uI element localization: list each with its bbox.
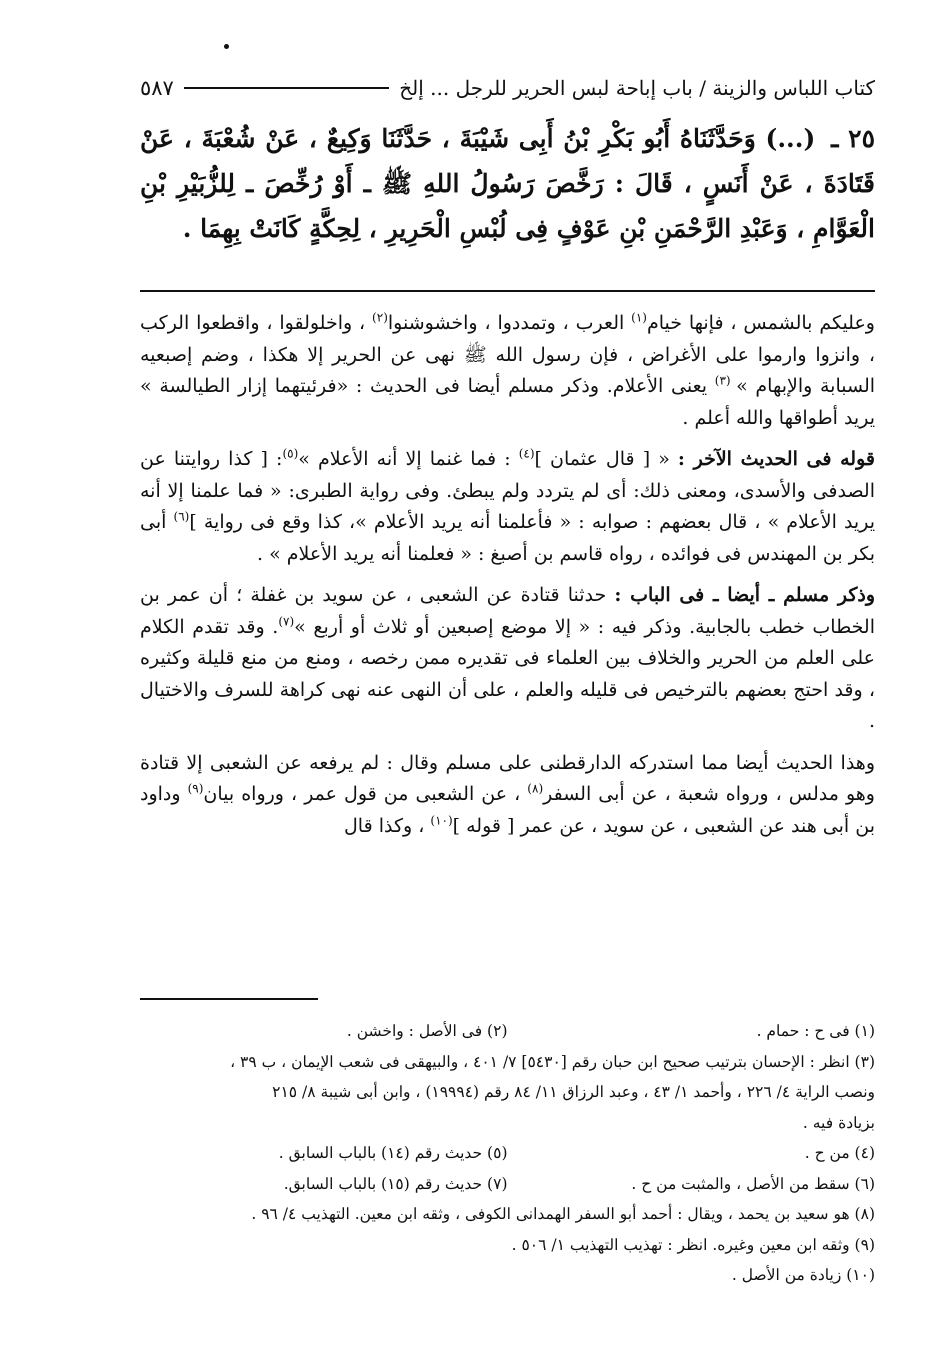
footnote-ref: (٤) <box>518 446 535 461</box>
commentary-text: : [ كذا روايتنا عن الصدفى والأسدى، ومعنى ذلك: أى لم يتردد ولم يبطئ. وفى رواية الطبرى: « فما علمنا إلا أنه يريد الأعلام » ، قال بعضهم : صوابه : « فأعلمنا أنه يريد الأعلام »، كذا وقع فى رواية ] <box>140 448 875 533</box>
commentary-text: يعنى الأعلام. وذكر مسلم أيضا فى الحديث : «فرئيتهما إزار الطيالسة » يريد أطواقها والله أعلم . <box>140 375 875 429</box>
commentary-text: أبى بكر بن المهندس فى فوائده ، رواه قاسم بن أصبغ : « فعلمنا أنه يريد الأعلام » . <box>140 511 875 565</box>
footnote-ref: (٧) <box>278 614 295 629</box>
footnote-ref: (٨) <box>527 781 544 796</box>
hadith-number: ٢٥ ـ <box>831 124 875 153</box>
footnote-ref: (١٠) <box>430 813 453 828</box>
footnote-9: (٩) وثقه ابن معين وغيره. انظر : تهذيب التهذيب ١/ ٥٠٦ . <box>511 1235 875 1254</box>
commentary-text: وهذا الحديث أيضا مما استدركه الدارقطنى على مسلم وقال : لم يرفعه عن الشعبى إلا قتادة وهو مدلس ، ورواه شعبة ، عن أبى السفر <box>140 751 875 805</box>
commentary-paragraph-2 <box>140 444 875 570</box>
section-divider <box>140 290 875 292</box>
commentary-paragraph-1 <box>140 308 875 434</box>
footnote-4: (٤) من ح . <box>804 1144 875 1162</box>
header-rule <box>184 87 389 89</box>
footnote-ref: (١) <box>631 310 647 325</box>
commentary-paragraph-4 <box>140 748 875 843</box>
footnote-ref: (٣) <box>714 373 737 388</box>
hadith-text: (...) وَحَدَّثَنَاهُ أَبُو بَكْرِ بْنُ أَبِى شَيْبَةَ ، حَدَّثَنَا وَكِيعٌ ، عَنْ شُعْبَةَ ، عَنْ قَتَادَةَ ، عَنْ أَنَسٍ ، قَالَ : رَخَّصَ رَسُولُ اللهِ ﷺ ـ أَوْ رُخِّصَ ـ لِلزُّبَيْرِ بْنِ الْعَوَّامِ ، وَعَبْدِ الرَّحْمَنِ بْنِ عَوْفٍ فِى لُبْسِ الْحَرِيرِ ، لِحِكَّةٍ كَانَتْ بِهِمَا . <box>140 124 875 243</box>
footnote-ref: (٩) <box>187 781 204 796</box>
footnote-3: (٣) انظر : الإحسان بترتيب صحيح ابن حبان رقم [٥٤٣٠] ٧/ ٤٠١ ، والبيهقى فى شعب الإيمان ، ب ٣٩ ، <box>230 1052 875 1071</box>
header-title: كتاب اللباس والزينة / باب إباحة لبس الحرير للرجل ... إلخ <box>399 76 875 100</box>
footnote-5: (٥) حديث رقم (١٤) بالباب السابق . <box>278 1144 508 1162</box>
footnote-ref: (٦) <box>173 509 190 524</box>
commentary-paragraph-3 <box>140 580 875 738</box>
commentary <box>140 308 875 852</box>
footnote-8: (٨) هو سعيد بن يحمد ، ويقال : أحمد أبو السفر الهمدانى الكوفى ، وثقه ابن معين. التهذيب ٤/ ٩٦ . <box>251 1205 875 1223</box>
page-number: ٥٨٧ <box>140 76 174 100</box>
footnote-3-cont: ونصب الراية ٤/ ٢٢٦ ، وأحمد ١/ ٤٣ ، وعبد الرزاق ١١/ ٨٤ رقم (١٩٩٩٤) ، وابن أبى شيبة ٨/ ٢١٥ <box>272 1083 875 1101</box>
commentary-text: وعليكم بالشمس ، فإنها خيام <box>646 312 875 334</box>
footnote-1: (١) فى ح : حمام . <box>756 1022 875 1040</box>
commentary-lead: وذكر مسلم ـ أيضا ـ فى الباب : <box>614 584 876 606</box>
footnote-row <box>140 1169 875 1200</box>
footnote-ref: (٥) <box>282 446 299 461</box>
commentary-text: . وقد تقدم الكلام على العلم من الحرير والخلاف بين العلماء فى تقديره ممن رخصه ، ومنع من منع قليلة وكثيره ، وقد احتج بعضهم بالترخيص فى قليله والعلم ، على أن النهى عنه نهى كراهة للسرف والاختيال . <box>140 615 875 732</box>
footnote-divider <box>140 998 318 1000</box>
hadith-text-block <box>140 116 875 251</box>
commentary-text: ، وكذا قال <box>344 814 431 837</box>
commentary-lead: قوله فى الحديث الآخر : <box>677 448 875 470</box>
commentary-text: حدثنا قتادة عن الشعبى ، عن سويد بن غفلة ؛ أن عمر بن الخطاب خطب بالجابية. وذكر فيه : « إلا موضع إصبعين أو ثلاث أو أربع » <box>140 584 876 638</box>
footnote-2: (٢) فى الأصل : واخشن . <box>346 1022 508 1040</box>
footnote-ref: (٢) <box>372 310 388 325</box>
commentary-text: وداود بن أبى هند عن الشعبى ، عن سويد ، عن عمر [ قوله ] <box>140 783 875 837</box>
footnote-row <box>140 1138 875 1169</box>
commentary-text: ، عن الشعبى من قول عمر ، ورواه بيان <box>203 783 528 805</box>
commentary-text: ، واخلولقوا ، واقطعوا الركب ، وانزوا وارموا على الأغراض ، فإن رسول الله ﷺ نهى عن الحرير إلا هكذا ، وضم إصبعيه السبابة والإبهام » <box>140 312 876 397</box>
footnote-10: (١٠) زيادة من الأصل . <box>731 1266 875 1284</box>
page-speck <box>224 44 229 49</box>
footnote-6: (٦) سقط من الأصل ، والمثبت من ح . <box>631 1174 875 1193</box>
commentary-text: : فما غنما إلا أنه الأعلام » <box>298 448 519 470</box>
footnote-3-end: بزيادة فيه . <box>802 1113 875 1132</box>
commentary-text: العرب ، وتمددوا ، واخشوشنوا <box>387 312 632 334</box>
footnote-row <box>140 1016 875 1047</box>
commentary-text: « [ قال عثمان ] <box>534 448 678 470</box>
running-header <box>140 72 875 104</box>
footnotes <box>140 1016 875 1291</box>
footnote-7: (٧) حديث رقم (١٥) بالباب السابق. <box>283 1174 508 1193</box>
